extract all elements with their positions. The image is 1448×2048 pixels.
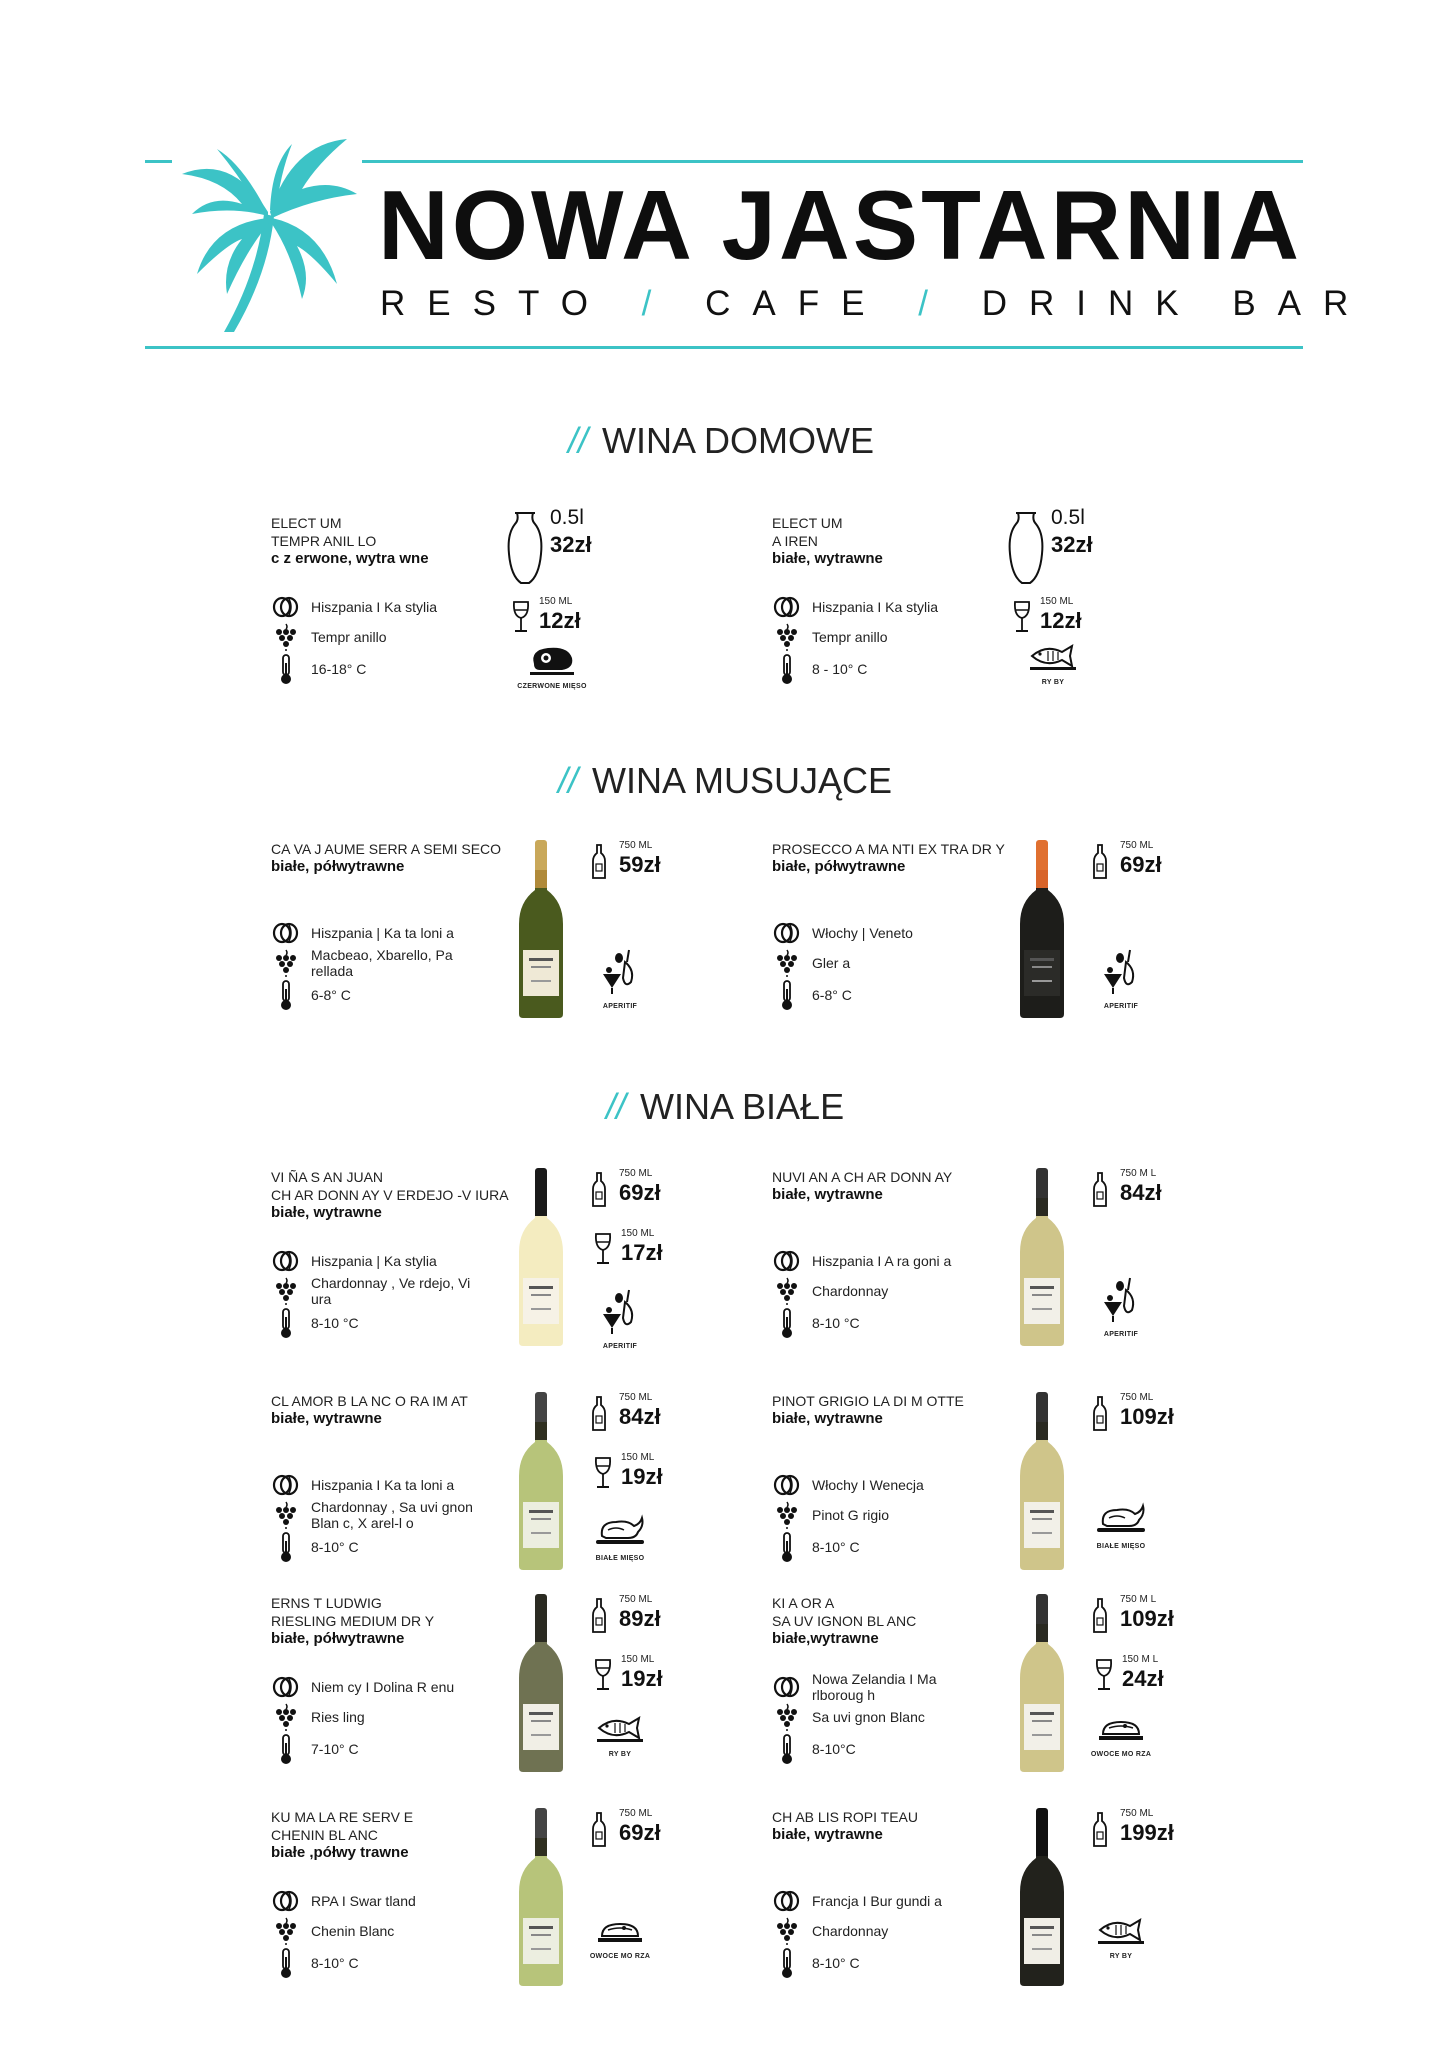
wine-origin-row	[772, 1470, 982, 1500]
bottle-price	[1092, 1168, 1182, 1212]
bottle-volume: 750 ML	[1120, 1392, 1154, 1403]
wine-grape: Chardonnay , Sa uvi gnon Blan c, X arel-l o	[311, 1499, 473, 1531]
bottle-icon	[1092, 844, 1108, 885]
section-heading-sparkling-wines	[558, 760, 892, 802]
wine-name-line1: CH AB LIS ROPI TEAU	[772, 1809, 919, 1825]
wine-glass-icon	[511, 600, 531, 639]
wine-origin: Włochy | Veneto	[812, 925, 913, 941]
wine-serving-temp: 8-10° C	[812, 1539, 860, 1555]
wine-serving-temp: 8-10 °C	[311, 1315, 359, 1331]
wine-origin-row	[271, 1886, 481, 1916]
thermometer-icon	[271, 1734, 301, 1764]
bottle-price-value: 199zł	[1120, 1820, 1174, 1845]
region-icon	[772, 918, 802, 948]
grape-icon	[772, 1702, 802, 1732]
bottle-icon	[1092, 1598, 1108, 1639]
wine-type: c z erwone, wytra wne	[271, 550, 429, 567]
wine-origin-row	[271, 592, 481, 622]
aperitif-icon	[1098, 983, 1144, 1000]
food-pairing	[585, 1288, 655, 1350]
wine-card	[271, 506, 771, 714]
wine-temp-row	[271, 1948, 481, 1978]
region-icon	[772, 1470, 802, 1500]
region-icon	[271, 918, 301, 948]
wine-name-line1: NUVI AN A CH AR DONN AY	[772, 1169, 953, 1185]
tagline-separator: /	[918, 284, 950, 323]
wine-name-line1: ERNS T LUDWIG	[271, 1595, 382, 1611]
pairing-label: APERITIF	[602, 1343, 638, 1350]
thermometer-icon	[772, 1948, 802, 1978]
wine-grape-row	[271, 1702, 481, 1732]
wine-origin-row	[271, 1672, 481, 1702]
wine-name-line2: CH AR DONN AY V ERDEJO -V IURA	[271, 1187, 509, 1203]
wine-card	[772, 840, 1272, 1040]
thermometer-icon	[772, 1532, 802, 1562]
wine-temp-row	[271, 1532, 481, 1562]
bottle-volume: 750 ML	[619, 1168, 653, 1179]
region-icon	[271, 1886, 301, 1916]
bottle-volume: 750 ML	[1120, 1808, 1154, 1819]
wine-origin: Hiszpania I Ka stylia	[812, 599, 939, 615]
wine-temp-row	[772, 1532, 982, 1562]
wine-name-line1: CL AMOR B LA NC O RA IM AT	[271, 1393, 468, 1409]
region-icon	[772, 1246, 802, 1276]
grape-icon	[271, 948, 301, 978]
wine-bottle-image	[511, 840, 571, 1025]
wine-temp-row	[772, 1308, 982, 1338]
wine-bottle-image	[511, 1168, 571, 1353]
thermometer-icon	[271, 1532, 301, 1562]
wine-grape: Chardonnay	[812, 1923, 889, 1939]
bottle-icon	[1092, 1812, 1108, 1853]
wine-name-line2: RIESLING MEDIUM DR Y	[271, 1613, 435, 1629]
grape-icon	[271, 1276, 301, 1306]
wine-origin: Włochy I Wenecja	[812, 1477, 924, 1493]
wine-glass-icon	[593, 1456, 613, 1495]
brand-tagline	[380, 284, 1370, 324]
glass-price	[593, 1452, 683, 1496]
wine-card	[772, 1392, 1272, 1592]
wine-grape-row	[772, 1702, 982, 1732]
wine-grape-row	[772, 1500, 982, 1530]
wine-temp-row	[271, 1308, 481, 1338]
fish-icon	[1096, 1933, 1146, 1950]
wine-glass-icon	[1094, 1658, 1114, 1697]
wine-origin: Hiszpania | Ka stylia	[311, 1253, 437, 1269]
wine-serving-temp: 16-18° C	[311, 661, 367, 677]
wine-name-line1: CA VA J AUME SERR A SEMI SECO	[271, 841, 502, 857]
section-title: WINA DOMOWE	[602, 420, 875, 461]
section-mark: //	[568, 420, 589, 461]
thermometer-icon	[271, 980, 301, 1010]
glass-volume: 150 ML	[539, 596, 573, 607]
glass-price	[593, 1654, 683, 1698]
wine-temp-row	[772, 980, 982, 1010]
grape-icon	[271, 622, 301, 652]
food-pairing	[585, 948, 655, 1010]
jug-price-value: 32zł	[550, 532, 592, 557]
glass-price-value: 19zł	[621, 1464, 663, 1489]
wine-grape: Gler a	[812, 955, 851, 971]
jug-price	[1006, 506, 1106, 586]
bottle-price	[591, 1168, 681, 1212]
section-mark: //	[558, 760, 579, 801]
bottle-icon	[1092, 1396, 1108, 1437]
wine-grape-row	[271, 622, 481, 652]
thermometer-icon	[772, 1734, 802, 1764]
glass-volume: 150 ML	[621, 1452, 655, 1463]
region-icon	[271, 1246, 301, 1276]
bottle-price-value: 109zł	[1120, 1404, 1174, 1429]
region-icon	[772, 1672, 802, 1702]
wine-card	[772, 1168, 1272, 1368]
wine-type: białe ,półwy trawne	[271, 1844, 409, 1861]
wine-name	[271, 1594, 531, 1648]
carafe-icon	[505, 510, 545, 591]
wine-name	[271, 1392, 531, 1428]
wine-type: białe, półwytrawne	[772, 858, 906, 875]
thermometer-icon	[271, 1948, 301, 1978]
wine-bottle-image	[511, 1808, 571, 1993]
wine-name-line1: ELECT UM	[271, 515, 342, 531]
bottle-price-value: 89zł	[619, 1606, 661, 1631]
wine-grape: Chardonnay , Ve rdejo, Vi ura	[311, 1275, 471, 1307]
grape-icon	[772, 622, 802, 652]
grape-icon	[772, 1276, 802, 1306]
pairing-label: RY BY	[1041, 679, 1065, 686]
glass-volume: 150 ML	[1040, 596, 1074, 607]
wine-bottle-image	[1012, 1808, 1072, 1993]
wine-type: białe, półwytrawne	[271, 1630, 405, 1647]
wine-origin: Nowa Zelandia I Ma rlboroug h	[812, 1671, 937, 1703]
wine-name	[772, 1594, 1032, 1648]
wine-serving-temp: 8-10° C	[311, 1539, 359, 1555]
glass-volume: 150 ML	[621, 1228, 655, 1239]
wine-type: białe, wytrawne	[772, 1826, 883, 1843]
wine-name	[271, 840, 531, 876]
grape-icon	[772, 1500, 802, 1530]
glass-volume: 150 M L	[1122, 1654, 1159, 1665]
wine-grape-row	[772, 622, 982, 652]
bottle-price-value: 69zł	[619, 1180, 661, 1205]
wine-serving-temp: 8-10° C	[311, 1955, 359, 1971]
wine-type: białe, półwytrawne	[271, 858, 405, 875]
pairing-label: APERITIF	[1103, 1331, 1139, 1338]
pairing-label: RY BY	[608, 1751, 632, 1758]
wine-grape: Macbeao, Xbarello, Pa rellada	[311, 947, 453, 979]
wine-grape: Chardonnay	[812, 1283, 889, 1299]
bottle-price	[1092, 1594, 1182, 1638]
wine-temp-row	[271, 1734, 481, 1764]
wine-glass-icon	[593, 1658, 613, 1697]
wine-serving-temp: 7-10° C	[311, 1741, 359, 1757]
wine-bottle-image	[1012, 1594, 1072, 1779]
pairing-label: BIAŁE MIĘSO	[1096, 1543, 1146, 1550]
pairing-label: OWOCE MO RZA	[1090, 1751, 1152, 1758]
wine-temp-row	[271, 980, 481, 1010]
wine-card	[772, 1594, 1272, 1794]
wine-type: białe, wytrawne	[772, 550, 883, 567]
wine-grape: Pinot G rigio	[812, 1507, 890, 1523]
wine-grape: Ries ling	[311, 1709, 365, 1725]
bottle-volume: 750 ML	[619, 1594, 653, 1605]
wine-name-line1: KU MA LA RE SERV E	[271, 1809, 414, 1825]
wine-type: białe,wytrawne	[772, 1630, 879, 1647]
bottle-icon	[591, 1396, 607, 1437]
wine-temp-row	[772, 1948, 982, 1978]
bottle-price	[591, 1594, 681, 1638]
food-pairing	[585, 1512, 655, 1562]
bottle-price	[591, 840, 681, 884]
region-icon	[271, 592, 301, 622]
wine-name	[271, 1808, 531, 1862]
wine-origin-row	[772, 1246, 982, 1276]
bottle-volume: 750 M L	[1120, 1594, 1157, 1605]
grape-icon	[271, 1702, 301, 1732]
glass-price-value: 17zł	[621, 1240, 663, 1265]
fish-icon	[1028, 659, 1078, 676]
wine-type: białe, wytrawne	[772, 1410, 883, 1427]
bottle-price	[1092, 840, 1182, 884]
wine-name-line2: A IREN	[772, 533, 818, 549]
wine-card	[271, 1808, 771, 2008]
food-pairing	[1086, 948, 1156, 1010]
wine-bottle-image	[1012, 840, 1072, 1025]
pairing-label: APERITIF	[1103, 1003, 1139, 1010]
section-heading-white-wines	[606, 1086, 844, 1128]
wine-name	[772, 1392, 1032, 1428]
wine-name	[772, 840, 1032, 876]
tagline-separator: /	[641, 284, 674, 323]
wine-name	[271, 1168, 531, 1222]
food-pairing	[585, 1916, 655, 1960]
glass-volume: 150 ML	[621, 1654, 655, 1665]
pairing-label: APERITIF	[602, 1003, 638, 1010]
glass-price	[1094, 1654, 1184, 1698]
bottle-volume: 750 M L	[1120, 1168, 1157, 1179]
wine-bottle-image	[1012, 1392, 1072, 1577]
wine-grape-row	[271, 1500, 481, 1530]
bottle-volume: 750 ML	[619, 840, 653, 851]
region-icon	[772, 1886, 802, 1916]
bottle-icon	[591, 844, 607, 885]
wine-grape-row	[772, 948, 982, 978]
wine-grape-row	[772, 1276, 982, 1306]
carafe-icon	[1006, 510, 1046, 591]
food-pairing	[1018, 642, 1088, 686]
thermometer-icon	[772, 1308, 802, 1338]
bottle-volume: 750 ML	[619, 1392, 653, 1403]
wine-grape: Sa uvi gnon Blanc	[812, 1709, 925, 1725]
brand-title: NOWA JASTARNIA	[378, 170, 1302, 280]
grape-icon	[271, 1500, 301, 1530]
wine-temp-row	[772, 654, 982, 684]
wine-card	[271, 1168, 771, 1368]
wine-bottle-image	[511, 1392, 571, 1577]
tagline-drink-bar: DRINK BAR	[981, 284, 1371, 323]
wine-name-line1: PROSECCO A MA NTI EX TRA DR Y	[772, 841, 1005, 857]
section-title: WINA BIAŁE	[640, 1086, 845, 1127]
wine-temp-row	[772, 1734, 982, 1764]
section-heading-house-wines	[568, 420, 874, 462]
wine-name-line1: VI ÑA S AN JUAN	[271, 1169, 384, 1185]
pairing-label: RY BY	[1109, 1953, 1133, 1960]
glass-price	[593, 1228, 683, 1272]
poultry-icon	[1095, 1523, 1147, 1540]
bottle-volume: 750 ML	[619, 1808, 653, 1819]
section-title: WINA MUSUJĄCE	[592, 760, 893, 801]
wine-serving-temp: 8 - 10° C	[812, 661, 868, 677]
wine-serving-temp: 6-8° C	[812, 987, 852, 1003]
aperitif-icon	[597, 983, 643, 1000]
glass-price	[511, 596, 601, 636]
seafood-icon	[1095, 1731, 1147, 1748]
fish-icon	[595, 1731, 645, 1748]
grape-icon	[271, 1916, 301, 1946]
wine-origin-row	[271, 1246, 481, 1276]
bottle-price-value: 69zł	[619, 1820, 661, 1845]
bottle-icon	[591, 1812, 607, 1853]
wine-serving-temp: 8-10 °C	[812, 1315, 860, 1331]
grape-icon	[772, 1916, 802, 1946]
wine-type: białe, wytrawne	[271, 1204, 382, 1221]
wine-card	[271, 840, 771, 1040]
wine-card	[772, 1808, 1272, 2008]
wine-glass-icon	[1012, 600, 1032, 639]
wine-grape-row	[772, 1916, 982, 1946]
wine-grape: Tempr anillo	[311, 629, 387, 645]
wine-origin: Niem cy I Dolina R enu	[311, 1679, 455, 1695]
bottle-price	[591, 1392, 681, 1436]
aperitif-icon	[1098, 1311, 1144, 1328]
wine-origin-row	[271, 918, 481, 948]
wine-card	[271, 1392, 771, 1592]
bottle-volume: 750 ML	[1120, 840, 1154, 851]
wine-origin: Hiszpania | Ka ta loni a	[311, 925, 454, 941]
wine-grape: Chenin Blanc	[311, 1923, 395, 1939]
wine-bottle-image	[1012, 1168, 1072, 1353]
food-pairing	[585, 1714, 655, 1758]
wine-serving-temp: 8-10°C	[812, 1741, 856, 1757]
food-pairing	[517, 642, 587, 690]
food-pairing	[1086, 1916, 1156, 1960]
bottle-price-value: 69zł	[1120, 852, 1162, 877]
wine-origin: RPA I Swar tland	[311, 1893, 416, 1909]
grape-icon	[772, 948, 802, 978]
palm-tree-logo-icon	[172, 134, 362, 334]
seafood-icon	[594, 1933, 646, 1950]
wine-glass-icon	[593, 1232, 613, 1271]
wine-origin: Hiszpania I A ra goni a	[812, 1253, 952, 1269]
header-bottom-line	[145, 346, 1303, 349]
thermometer-icon	[271, 1308, 301, 1338]
wine-name	[772, 514, 1032, 568]
aperitif-icon	[597, 1323, 643, 1340]
region-icon	[271, 1672, 301, 1702]
wine-temp-row	[271, 654, 481, 684]
thermometer-icon	[271, 654, 301, 684]
wine-origin-row	[772, 1886, 982, 1916]
region-icon	[271, 1470, 301, 1500]
food-pairing	[1086, 1714, 1156, 1758]
wine-type: białe, wytrawne	[772, 1186, 883, 1203]
bottle-icon	[1092, 1172, 1108, 1213]
wine-name	[772, 1168, 1032, 1204]
wine-type: białe, wytrawne	[271, 1410, 382, 1427]
jug-volume: 0.5l	[1051, 506, 1085, 529]
wine-name-line1: KI A OR A	[772, 1595, 835, 1611]
bottle-price-value: 84zł	[1120, 1180, 1162, 1205]
glass-price-value: 12zł	[1040, 608, 1082, 633]
bottle-icon	[591, 1598, 607, 1639]
bottle-price-value: 59zł	[619, 852, 661, 877]
glass-price-value: 24zł	[1122, 1666, 1164, 1691]
bottle-price	[591, 1808, 681, 1852]
wine-origin: Francja I Bur gundi a	[812, 1893, 942, 1909]
thermometer-icon	[772, 980, 802, 1010]
food-pairing	[1086, 1500, 1156, 1550]
wine-card	[772, 506, 1272, 714]
wine-name	[772, 1808, 1032, 1844]
wine-grape-row	[271, 1916, 481, 1946]
poultry-icon	[594, 1535, 646, 1552]
bottle-price	[1092, 1808, 1182, 1852]
wine-origin: Hiszpania I Ka stylia	[311, 599, 438, 615]
jug-price-value: 32zł	[1051, 532, 1093, 557]
jug-volume: 0.5l	[550, 506, 584, 529]
wine-name-line1: PINOT GRIGIO LA DI M OTTE	[772, 1393, 964, 1409]
meat-icon	[526, 663, 578, 680]
pairing-label: BIAŁE MIĘSO	[595, 1555, 645, 1562]
glass-price	[1012, 596, 1102, 636]
wine-grape: Tempr anillo	[812, 629, 888, 645]
wine-name-line2: CHENIN BL ANC	[271, 1827, 378, 1843]
tagline-cafe: CAFE	[705, 284, 887, 323]
tagline-resto: RESTO	[380, 284, 610, 323]
wine-origin: Hiszpania I Ka ta loni a	[311, 1477, 455, 1493]
pairing-label: CZERWONE MIĘSO	[517, 683, 587, 690]
wine-origin-row	[772, 1672, 982, 1702]
wine-bottle-image	[511, 1594, 571, 1779]
wine-name	[271, 514, 531, 568]
food-pairing	[1086, 1276, 1156, 1338]
thermometer-icon	[772, 654, 802, 684]
bottle-price-value: 84zł	[619, 1404, 661, 1429]
region-icon	[772, 592, 802, 622]
wine-name-line2: SA UV IGNON BL ANC	[772, 1613, 917, 1629]
wine-name-line2: TEMPR ANIL LO	[271, 533, 377, 549]
glass-price-value: 12zł	[539, 608, 581, 633]
bottle-icon	[591, 1172, 607, 1213]
glass-price-value: 19zł	[621, 1666, 663, 1691]
jug-price	[505, 506, 605, 586]
wine-grape-row	[271, 1276, 481, 1306]
pairing-label: OWOCE MO RZA	[589, 1953, 651, 1960]
wine-serving-temp: 8-10° C	[812, 1955, 860, 1971]
bottle-price-value: 109zł	[1120, 1606, 1174, 1631]
wine-card	[271, 1594, 771, 1794]
wine-grape-row	[271, 948, 481, 978]
wine-serving-temp: 6-8° C	[311, 987, 351, 1003]
wine-origin-row	[772, 918, 982, 948]
wine-origin-row	[271, 1470, 481, 1500]
section-mark: //	[606, 1086, 627, 1127]
bottle-price	[1092, 1392, 1182, 1436]
wine-name-line1: ELECT UM	[772, 515, 843, 531]
wine-origin-row	[772, 592, 982, 622]
